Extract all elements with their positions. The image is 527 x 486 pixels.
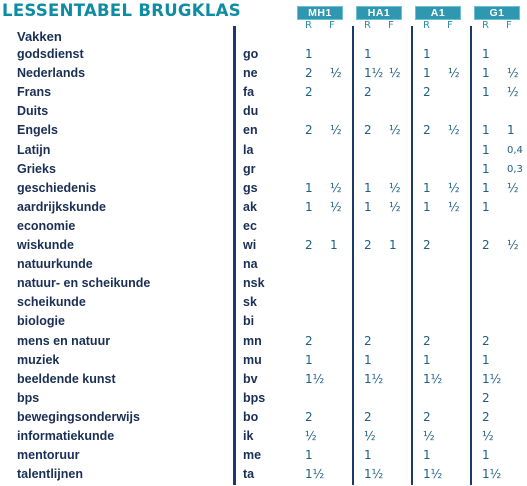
subject-code: ta	[243, 467, 255, 482]
subheader-f: F	[447, 20, 453, 31]
hours-cell: 2	[482, 333, 490, 348]
subject-code: gr	[243, 161, 256, 176]
page-title: LESSENTABEL BRUGKLAS	[2, 1, 241, 20]
column-header-mh1: MH1	[297, 6, 343, 20]
hours-cell: ½	[330, 180, 342, 195]
hours-cell: 2	[364, 409, 372, 424]
table-row	[0, 181, 527, 200]
column-header-g1: G1	[474, 6, 520, 20]
hours-cell: 1½	[364, 371, 384, 386]
hours-cell: 2	[364, 333, 372, 348]
hours-cell: 1	[423, 352, 431, 367]
hours-cell: ½	[389, 66, 401, 81]
subject-code: wi	[243, 238, 257, 252]
subject-name: economie	[17, 218, 76, 233]
hours-cell: 1	[364, 47, 372, 61]
hours-cell: 2	[423, 409, 431, 424]
table-row	[0, 85, 527, 104]
hours-cell: 2	[364, 85, 372, 100]
subject-code: sk	[243, 295, 257, 310]
hours-cell: 2	[482, 409, 490, 424]
subject-code: mu	[243, 352, 262, 367]
table-row	[0, 295, 527, 314]
hours-cell: 1	[423, 180, 431, 195]
table-row	[0, 238, 527, 257]
subject-name: Engels	[17, 123, 58, 138]
subheader-r: R	[423, 20, 430, 31]
hours-cell: 1	[364, 199, 372, 214]
subject-name: wiskunde	[17, 238, 74, 252]
hours-cell: 1	[482, 180, 490, 195]
hours-cell: 2	[305, 123, 313, 138]
hours-cell: 2	[364, 123, 372, 138]
hours-cell: ½	[507, 66, 519, 81]
subject-code: fa	[243, 85, 255, 100]
hours-cell: 1	[423, 199, 431, 214]
hours-cell: 1	[482, 85, 490, 100]
subject-name: mens en natuur	[17, 333, 111, 348]
subject-name: scheikunde	[17, 295, 86, 310]
hours-cell: 1	[482, 123, 490, 138]
subheader-f: F	[388, 20, 394, 31]
subject-name: Frans	[17, 85, 52, 100]
hours-cell: 1	[507, 123, 515, 138]
subject-code: me	[243, 448, 262, 463]
table-row	[0, 429, 527, 448]
hours-cell: 1	[305, 448, 313, 463]
subject-code: ec	[243, 218, 257, 233]
hours-cell: 1	[305, 180, 313, 195]
hours-cell: 2	[423, 333, 431, 348]
subject-code: ik	[243, 429, 254, 443]
subject-code: mn	[243, 333, 262, 348]
table-row	[0, 314, 527, 333]
column-header-ha1: HA1	[356, 6, 402, 20]
hours-cell: ½	[364, 429, 376, 443]
subject-name: Duits	[17, 104, 49, 119]
hours-cell: 2	[305, 66, 313, 81]
hours-cell: 1	[482, 47, 490, 61]
subject-name: muziek	[17, 352, 60, 367]
subject-code: bv	[243, 371, 258, 386]
hours-cell: 1½	[482, 371, 502, 386]
subheader-f: F	[506, 20, 512, 31]
hours-cell: 1	[482, 199, 490, 214]
subject-name: Nederlands	[17, 66, 86, 81]
hours-cell: 1	[364, 352, 372, 367]
table-row	[0, 162, 527, 181]
subject-code: nsk	[243, 276, 265, 291]
subject-name: talentlijnen	[17, 467, 83, 482]
table-row	[0, 410, 527, 429]
hours-cell: 2	[305, 409, 313, 424]
table-row	[0, 47, 527, 66]
subject-code: go	[243, 47, 259, 61]
subject-code: gs	[243, 180, 258, 195]
hours-cell: 2	[482, 390, 490, 405]
hours-cell: 1	[482, 66, 490, 81]
subject-name: mentoruur	[17, 448, 80, 463]
hours-cell: 1½	[423, 371, 443, 386]
hours-cell: ½	[389, 199, 401, 214]
subject-code: bi	[243, 314, 255, 329]
subheader-r: R	[364, 20, 371, 31]
subjects-header: Vakken	[17, 29, 62, 44]
table-row	[0, 200, 527, 219]
hours-cell: ½	[507, 85, 519, 100]
subject-code: bo	[243, 409, 259, 424]
hours-cell: 1½	[305, 467, 325, 482]
hours-cell: ½	[448, 66, 460, 81]
hours-cell: 1½	[305, 371, 325, 386]
hours-cell: 1	[482, 142, 490, 157]
hours-cell: ½	[423, 429, 435, 443]
hours-cell: 2	[423, 85, 431, 100]
hours-cell: ½	[305, 429, 317, 443]
subject-name: geschiedenis	[17, 180, 97, 195]
hours-cell: 1	[482, 161, 490, 176]
hours-cell: 2	[305, 238, 313, 252]
table-row	[0, 104, 527, 123]
hours-cell: ½	[389, 180, 401, 195]
hours-cell: 1	[423, 448, 431, 463]
table-row	[0, 143, 527, 162]
table-row	[0, 467, 527, 486]
subject-name: aardrijkskunde	[17, 199, 106, 214]
hours-cell: 1	[364, 180, 372, 195]
hours-cell: 1½	[364, 66, 384, 81]
table-row	[0, 257, 527, 276]
hours-cell: ½	[330, 123, 342, 138]
hours-cell: 1	[364, 448, 372, 463]
subject-code: en	[243, 123, 258, 138]
hours-cell: 1½	[482, 467, 502, 482]
hours-cell: ½	[330, 66, 342, 81]
subject-code: bps	[243, 390, 266, 405]
hours-cell: 1½	[364, 467, 384, 482]
table-row	[0, 391, 527, 410]
subject-code: du	[243, 104, 259, 119]
hours-cell: 1	[482, 448, 490, 463]
hours-cell: 2	[305, 333, 313, 348]
subject-code: ne	[243, 66, 258, 81]
hours-cell: 1½	[423, 467, 443, 482]
hours-cell: 2	[305, 85, 313, 100]
hours-cell: ½	[507, 238, 519, 252]
hours-cell: 1	[389, 238, 397, 252]
subject-name: bewegingsonderwijs	[17, 409, 140, 424]
subheader-r: R	[305, 20, 312, 31]
subject-name: informatiekunde	[17, 429, 115, 443]
table-row	[0, 66, 527, 85]
hours-cell: 1	[423, 47, 431, 61]
hours-cell: ½	[448, 123, 460, 138]
hours-cell: ½	[507, 180, 519, 195]
table-row	[0, 276, 527, 295]
table-row	[0, 448, 527, 467]
hours-cell: ½	[330, 199, 342, 214]
table-row	[0, 123, 527, 142]
subject-name: Grieks	[17, 161, 56, 176]
subject-name: biologie	[17, 314, 65, 329]
hours-cell: 1	[305, 352, 313, 367]
hours-cell: 1	[305, 47, 313, 61]
hours-cell: 1	[482, 352, 490, 367]
subheader-r: R	[482, 20, 489, 31]
hours-cell: ½	[482, 429, 494, 443]
hours-cell: 1	[330, 238, 338, 252]
table-row	[0, 353, 527, 372]
hours-cell: 1	[305, 199, 313, 214]
subject-code: la	[243, 142, 254, 157]
hours-cell: 1	[423, 66, 431, 81]
table-row	[0, 372, 527, 391]
hours-cell: 0,4	[507, 144, 523, 156]
hours-cell: ½	[448, 199, 460, 214]
subject-name: beeldende kunst	[17, 371, 116, 386]
subheader-f: F	[329, 20, 335, 31]
hours-cell: ½	[389, 123, 401, 138]
subject-name: natuurkunde	[17, 257, 93, 272]
subject-code: ak	[243, 199, 257, 214]
subject-code: na	[243, 257, 258, 272]
table-row	[0, 334, 527, 353]
subject-name: godsdienst	[17, 47, 84, 61]
subject-name: bps	[17, 390, 40, 405]
hours-cell: 2	[364, 238, 372, 252]
hours-cell: 2	[423, 123, 431, 138]
hours-cell: 0,3	[507, 163, 523, 175]
subject-name: Latijn	[17, 142, 51, 157]
hours-cell: 2	[423, 238, 431, 252]
hours-cell: 2	[482, 238, 490, 252]
hours-cell: ½	[448, 180, 460, 195]
column-header-a1: A1	[415, 6, 461, 20]
table-row	[0, 219, 527, 238]
subject-name: natuur- en scheikunde	[17, 276, 151, 291]
